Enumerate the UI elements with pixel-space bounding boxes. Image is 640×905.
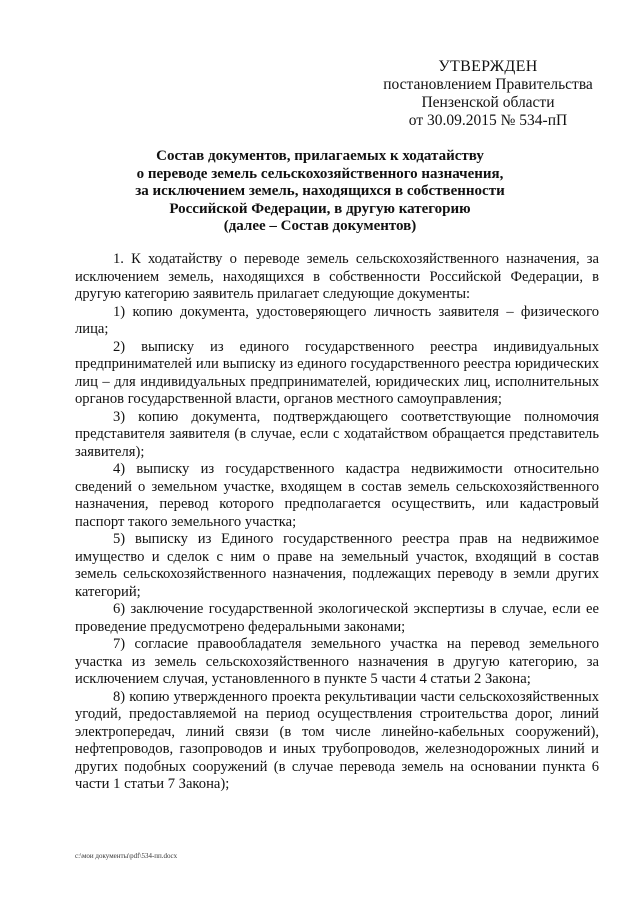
title-line-3: за исключением земель, находящихся в собственности <box>135 183 505 200</box>
document-title <box>80 148 560 236</box>
approval-line-3: от 30.09.2015 № 534-пП <box>408 112 568 129</box>
paragraph-item-2: 2) выписку из единого государственного реестра индивидуальных предпринимателей или выписку из единого государственного реестра юридических лиц – для индивидуальных предпринимателей, юридических лиц, исполнительных органов государственной власти, органов местного самоуправления; <box>75 338 599 407</box>
approval-line-2: Пензенской области <box>421 94 555 111</box>
paragraph-item-7: 7) согласие правообладателя земельного участка на перевод земельного участка из земель сельскохозяйственного назначения в другую категорию, за исключением случая, установленного в пункте 5 части 4 статьи 2 Закона; <box>75 636 599 687</box>
document-body <box>75 251 599 794</box>
paragraph-item-6: 6) заключение государственной экологической экспертизы в случае, если ее проведение предусмотрено федеральными законами; <box>75 601 599 635</box>
paragraph-item-3: 3) копию документа, подтверждающего соответствующие полномочия представителя заявителя (в случае, если с ходатайством обращается представитель заявителя); <box>75 408 599 460</box>
title-line-4: Российской Федерации, в другую категорию <box>169 200 471 217</box>
paragraph-1: 1. К ходатайству о переводе земель сельскохозяйственного назначения, за исключением земель, находящихся в собственности Российской Федерации, в другую категорию заявитель прилагает следующие документы: <box>75 251 599 302</box>
paragraph-item-8: 8) копию утвержденного проекта рекультивации части сельскохозяйственных угодий, предоставляемой на период осуществления строительства дорог, линий электропередач, линий связи (в том числе линейно-кабельных сооружений), нефтепроводов, газопроводов и иных трубопроводов, железнодорожных линий и других подобных сооружений (в случае перевода земель на основании пункта 6 части 1 статьи 7 Закона); <box>75 688 599 792</box>
approval-line-1: постановлением Правительства <box>383 76 593 93</box>
paragraph-item-1: 1) копию документа, удостоверяющего личность заявителя – физического лица; <box>75 303 599 337</box>
file-path-footer: c:\мои документы\pdf\534-пп.docx <box>75 852 178 860</box>
title-line-2: о переводе земель сельскохозяйственного назначения, <box>136 165 504 182</box>
paragraph-item-5: 5) выписку из Единого государственного реестра прав на недвижимое имущество и сделок с ним о праве на земельный участок, входящий в состав земель сельскохозяйственного назначения, подлежащих переводу в земли других категорий; <box>75 531 599 600</box>
approval-heading: УТВЕРЖДЕН <box>438 58 538 75</box>
title-line-5: (далее – Состав документов) <box>223 218 417 235</box>
approval-stamp <box>370 58 606 130</box>
paragraph-item-4: 4) выписку из государственного кадастра недвижимости относительно сведений о земельном участке, входящем в состав земель сельскохозяйственного назначения, перевод которого предполагается осуществить, или кадастровый паспорт такого земельного участка; <box>75 461 599 530</box>
title-line-1: Состав документов, прилагаемых к ходатайству <box>156 148 484 164</box>
